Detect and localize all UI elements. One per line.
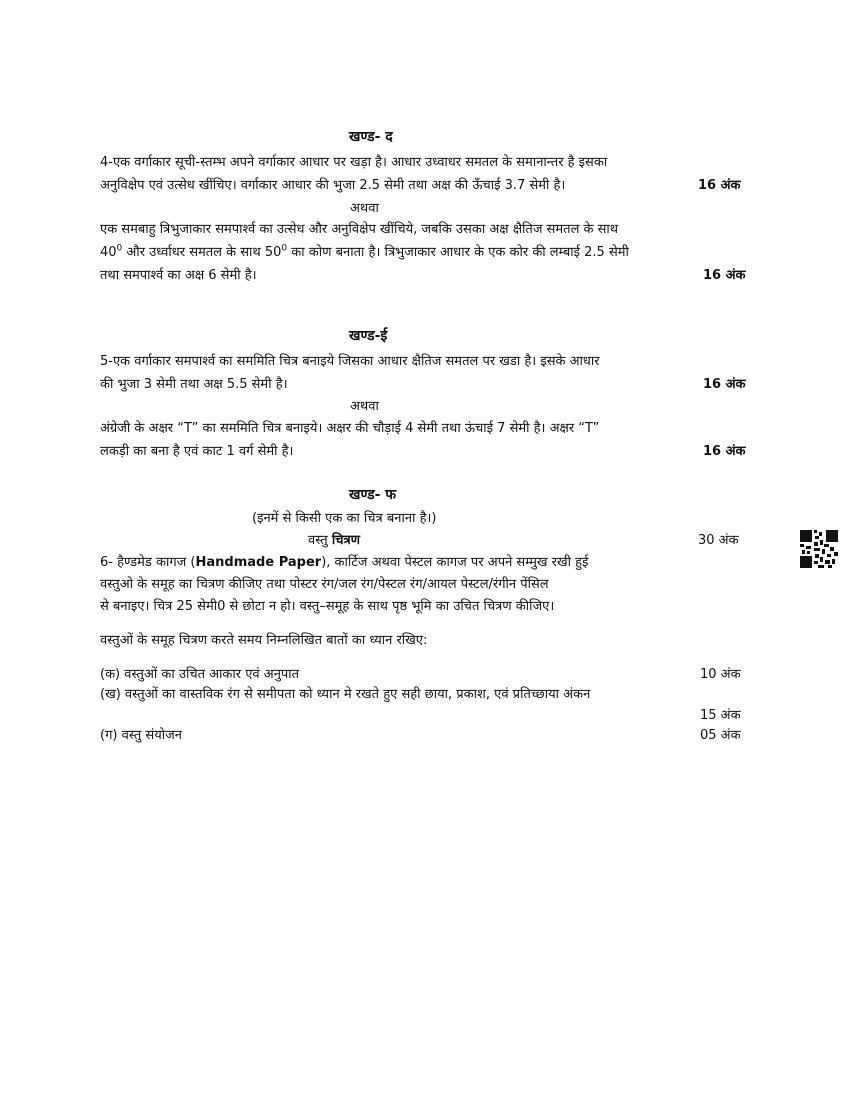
q4-line-2: अनुविक्षेप एवं उत्सेध खींचिए। वर्गाकार आधार की भुजा 2.5 सेमी तथा अक्ष की ऊँचाई 3.7 सेमी है। [100, 178, 566, 193]
criterion-kha-marks: 15 अंक [700, 708, 741, 723]
criterion-ka: (क) वस्तुओं का उचित आकार एवं अनुपात [100, 667, 300, 682]
qr-code-icon [800, 530, 838, 568]
alt-line2-end: का कोण बनाता है। त्रिभुजाकार आधार के एक कोर की लम्बाई 2.5 सेमी [287, 245, 629, 260]
section-d-heading: खण्ड- द [349, 129, 393, 145]
q5-line-1: 5-एक वर्गाकार समपार्श्व का सममिति चित्र बनाइये जिसका आधार क्षैतिज समतल पर खडा है। इसके आधार [100, 354, 600, 369]
criterion-kha: (ख) वस्तुओं का वास्तविक रंग से समीपता को ध्यान मे रखते हुए सही छाया, प्रकाश, एवं प्रतिच्छाया अंकन [100, 687, 591, 702]
handmade-paper: Handmade Paper [195, 555, 322, 570]
topic-a: वस्तु [308, 533, 332, 548]
angle-40: 40 [100, 245, 117, 260]
or-label-d: अथवा [350, 201, 379, 216]
section-e-heading: खण्ड-ई [349, 328, 388, 344]
q4-marks: 16 अंक [698, 178, 741, 193]
q4-alt-line-2 [100, 242, 629, 260]
q4-alt-line-1: एक समबाहु त्रिभुजाकार समपार्श्व का उत्सेध और अनुविक्षेप खींचिये, जबकि उसका अक्ष क्षैतिज समतल के साथ [100, 222, 619, 237]
degree-sup-2: 0 [281, 243, 288, 254]
or-label-e: अथवा [350, 399, 379, 414]
criterion-ga: (ग) वस्तु संयोजन [100, 728, 182, 743]
alt-line2-mid: और उर्ध्वाधर समतल के साथ 50 [122, 245, 282, 260]
q4-line-1: 4-एक वर्गाकार सूची-स्तम्भ अपने वर्गाकार आधार पर खड़ा है। आधार उध्वाधर समतल के समानान्तर है इसका [100, 155, 608, 170]
instructions: वस्तुओं के समूह चित्रण करते समय निम्नलिखित बातों का ध्यान रखिए: [100, 633, 428, 648]
q6-line1-b: ), कार्टिज अथवा पेस्टल कागज पर अपने सम्मुख रखी हुई [321, 555, 589, 570]
section-f-subheading: (इनमें से किसी एक का चित्र बनाना है।) [252, 511, 437, 526]
criterion-ga-marks: 05 अंक [700, 728, 741, 743]
q5-line-2: की भुजा 3 सेमी तथा अक्ष 5.5 सेमी है। [100, 377, 288, 392]
topic-b: चित्रण [331, 533, 361, 548]
topic-title [308, 530, 360, 548]
section-f-heading: खण्ड- फ [349, 487, 397, 503]
q4-alt-line-3: तथा समपार्श्व का अक्ष 6 सेमी है। [100, 268, 257, 283]
q5-alt-marks: 16 अंक [703, 444, 746, 459]
q4-alt-marks: 16 अंक [703, 268, 746, 283]
q5-alt-line-1: अंग्रेजी के अक्षर “T” का सममिति चित्र बनाइये। अक्षर की चौड़ाई 4 सेमी तथा ऊंचाई 7 सेमी है। अक्षर “T” [100, 421, 600, 436]
degree-sup-1: 0 [116, 243, 123, 254]
q6-line-1 [100, 552, 588, 570]
q5-alt-line-2: लकड़ी का बना है एवं काट 1 वर्ग सेमी है। [100, 444, 294, 459]
q6-line-2: वस्तुओ के समूह का चित्रण कीजिए तथा पोस्टर रंग/जल रंग/पेस्टल रंग/आयल पेस्टल/रंगीन पेंसिल [100, 577, 549, 592]
topic-marks: 30 अंक [698, 533, 739, 548]
criterion-ka-marks: 10 अंक [700, 667, 741, 682]
q5-marks: 16 अंक [703, 377, 746, 392]
q6-line-3: से बनाइए। चित्र 25 सेमी0 से छोटा न हो। वस्तु–समूह के साथ पृष्ठ भूमि का उचित चित्रण कीजिए। [100, 599, 555, 614]
q6-line1-a: 6- हैण्डमेड कागज ( [100, 555, 196, 570]
